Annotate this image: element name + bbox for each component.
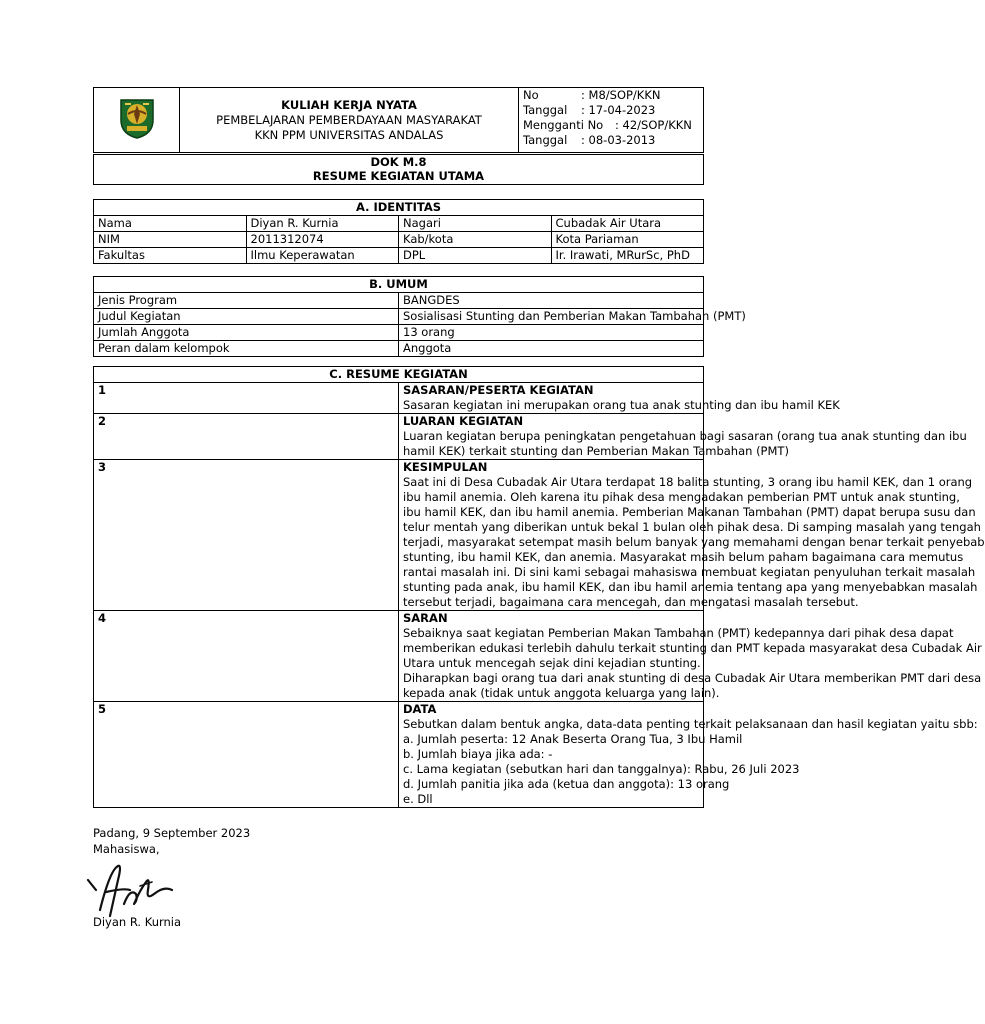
item-number: 2 [94,414,399,460]
resume-item [94,460,704,611]
signoff-role: Mahasiswa, [93,842,160,856]
section-title: B. UMUM [94,277,704,293]
meta-value: : 42/SOP/KKN [615,118,692,132]
meta-row [523,118,699,133]
table-cell: Nagari [399,216,552,232]
handwritten-signature [84,860,184,922]
table-cell: Nama [94,216,247,232]
table-cell: 2011312074 [246,232,399,248]
table-row [94,293,704,309]
university-seal-icon [117,96,157,140]
table-cell: Ilmu Keperawatan [246,248,399,264]
item-number: 5 [94,702,399,808]
table-row [94,216,704,232]
item-line: Sebutkan dalam bentuk angka, data-data penting terkait pelaksanaan dan hasil kegiatan yaitu sbb: [403,717,978,731]
meta-row [523,88,699,103]
meta-value: : M8/SOP/KKN [581,88,661,102]
header-line3: KKN PPM UNIVERSITAS ANDALAS [254,128,444,142]
dok-code: DOK M.8 [370,155,427,169]
item-body [399,702,978,808]
item-line: c. Lama kegiatan (sebutkan hari dan tanggalnya): Rabu, 26 Juli 2023 [403,762,800,776]
item-line: ibu hamil anemia. Oleh karena itu pihak desa mengadakan pemberian PMT untuk anak stunting, [403,490,960,504]
table-cell: Sosialisasi Stunting dan Pemberian Makan Tambahan (PMT) [399,309,704,325]
item-body [399,611,982,702]
item-line: ibu hamil KEK, dan ibu hamil anemia. Pemberian Makanan Tambahan (PMT) dapat berupa susu dan [403,505,976,519]
logo-cell [94,88,180,153]
umum-table [93,276,746,357]
table-row [94,309,704,325]
table-cell: Ir. Irawati, MRurSc, PhD [551,248,704,264]
item-line: stunting pada anak, ibu hamil KEK, dan ibu hamil anemia tentang apa yang menyebabkan masalah [403,580,978,594]
item-line: a. Jumlah peserta: 12 Anak Beserta Orang Tua, 3 Ibu Hamil [403,732,743,746]
meta-value: : 17-04-2023 [581,103,656,117]
dok-title-box [93,154,704,185]
table-row [94,325,704,341]
document-header [93,87,704,153]
meta-row [523,133,699,148]
resume-item [94,611,704,702]
section-title: C. RESUME KEGIATAN [94,367,704,383]
resume-item [94,702,704,808]
signoff-place-date: Padang, 9 September 2023 [93,826,251,840]
item-body [399,383,840,414]
table-row [94,341,704,357]
table-cell: Cubadak Air Utara [551,216,704,232]
item-number: 3 [94,460,399,611]
item-title: SARAN [403,611,448,625]
identitas-table [93,199,704,264]
table-cell: Jumlah Anggota [94,325,399,341]
item-number: 4 [94,611,399,702]
meta-value: : 08-03-2013 [581,133,656,147]
item-line: Saat ini di Desa Cubadak Air Utara terdapat 18 balita stunting, 3 orang ibu hamil KEK, dan 1 orang [403,475,973,489]
meta-label: No [523,88,539,102]
meta-row [523,103,699,118]
section-title: A. IDENTITAS [94,200,704,216]
table-cell: Kab/kota [399,232,552,248]
item-body [399,460,985,611]
header-title-block [180,88,519,153]
table-cell: Peran dalam kelompok [94,341,399,357]
table-cell: Judul Kegiatan [94,309,399,325]
header-line2: PEMBELAJARAN PEMBERDAYAAN MASYARAKAT [216,113,482,127]
table-cell: BANGDES [399,293,704,309]
table-cell: Kota Pariaman [551,232,704,248]
item-line: e. Dll [403,792,433,806]
table-cell: Anggota [399,341,704,357]
item-line: hamil KEK) terkait stunting dan Pemberian Makan Tambahan (PMT) [403,444,789,458]
table-cell: 13 orang [399,325,704,341]
document-meta [519,88,704,153]
item-line: telur mentah yang diberikan untuk bekal 1 bulan oleh pihak desa. Di samping masalah yang tengah [403,520,981,534]
item-line: tersebut terjadi, bagaimana cara mencegah, dan mengatasi masalah tersebut. [403,595,859,609]
signoff-name: Diyan R. Kurnia [93,915,182,929]
resume-item [94,414,704,460]
table-cell: NIM [94,232,247,248]
item-line: rantai masalah ini. Di sini kami sebagai mahasiswa membuat kegiatan penyuluhan terkait masalah [403,565,976,579]
table-cell: Diyan R. Kurnia [246,216,399,232]
item-title: DATA [403,702,437,716]
table-cell: Fakultas [94,248,247,264]
item-title: LUARAN KEGIATAN [403,414,524,428]
table-row [94,248,704,264]
item-line: Luaran kegiatan berupa peningkatan pengetahuan bagi sasaran (orang tua anak stunting dan ibu [403,429,967,443]
meta-label: Mengganti No [523,118,604,132]
item-body [399,414,967,460]
table-row [94,232,704,248]
item-line: stunting, ibu hamil KEK, dan anemia. Masyarakat masih belum paham bagaimana cara memutus [403,550,964,564]
item-number: 1 [94,383,399,414]
item-line: terjadi, masyarakat setempat masih belum banyak yang memahami dengan benar terkait penyebab [403,535,985,549]
resume-table [93,366,985,808]
item-line: Sasaran kegiatan ini merupakan orang tua anak stunting dan ibu hamil KEK [403,398,840,412]
item-line: Utara untuk mencegah sejak dini kejadian stunting. [403,656,701,670]
item-title: KESIMPULAN [403,460,488,474]
dok-title: RESUME KEGIATAN UTAMA [312,169,485,183]
item-line: kepada anak (tidak untuk anggota keluarga yang lain). [403,686,720,700]
item-line: memberikan edukasi terlebih dahulu terkait stunting dan PMT kepada masyarakat desa Cubadak Air [403,641,982,655]
table-cell: DPL [399,248,552,264]
meta-label: Tanggal [523,133,568,147]
item-line: Sebaiknya saat kegiatan Pemberian Makan Tambahan (PMT) kedepannya dari pihak desa dapat [403,626,954,640]
item-title: SASARAN/PESERTA KEGIATAN [403,383,594,397]
table-cell: Jenis Program [94,293,399,309]
item-line: Diharapkan bagi orang tua dari anak stunting di desa Cubadak Air Utara memberikan PMT dari desa [403,671,982,685]
item-line: d. Jumlah panitia jika ada (ketua dan anggota): 13 orang [403,777,730,791]
resume-item [94,383,704,414]
header-line1: KULIAH KERJA NYATA [281,98,417,112]
meta-label: Tanggal [523,103,568,117]
item-line: b. Jumlah biaya jika ada: - [403,747,553,761]
